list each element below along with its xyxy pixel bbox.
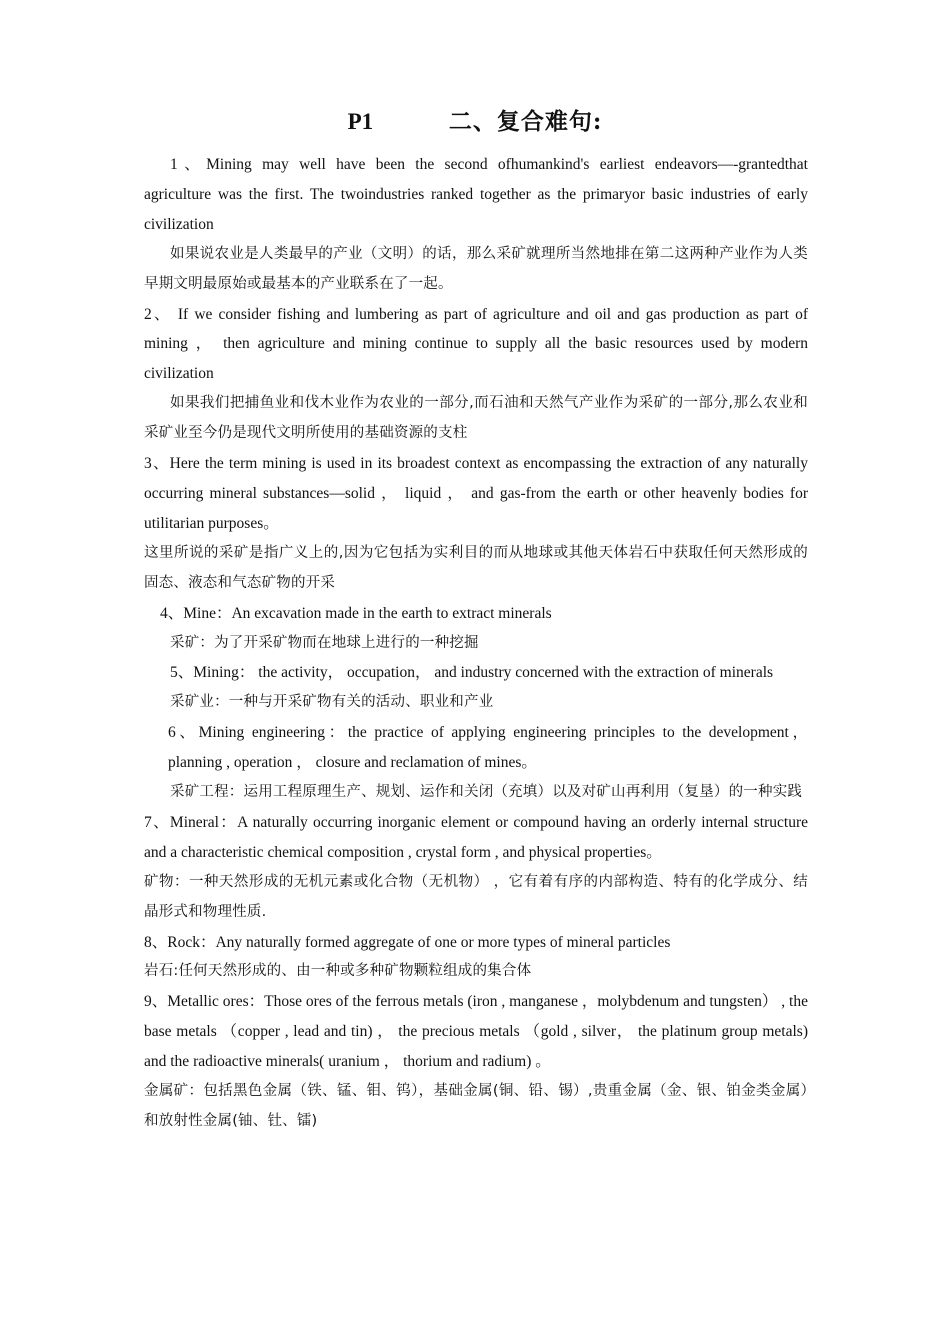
paragraph-4-zh: 采矿：为了开采矿物而在地球上进行的一种挖掘 bbox=[170, 634, 479, 651]
paragraph-8-en: 8、Rock：Any naturally formed aggregate of one or more types of mineral particles bbox=[144, 933, 671, 951]
paragraph-6-zh: 采矿工程：运用工程原理生产、规划、运作和关闭（充填）以及对矿山再利用（复垦）的一种实践 bbox=[170, 784, 803, 801]
paragraph-9-zh: 金属矿：包括黑色金属（铁、锰、钼、钨），基础金属(铜、铅、锡）,贵重金属（金、银、铂金类金属）和放射性金属(铀、钍、镭) bbox=[144, 1083, 808, 1129]
page-number: P1 bbox=[347, 109, 374, 134]
document-body bbox=[144, 150, 808, 1137]
paragraph-7-zh: 矿物：一种天然形成的无机元素或化合物（无机物） ，它有着有序的内部构造、特有的化学成分、结晶形式和物理性质. bbox=[144, 873, 808, 920]
paragraph-3-en: 3、Here the term mining is used in its broadest context as encompassing the extraction of any naturally occurring mineral substances—solid ， liquid ， and gas-from the earth or other heavenly bodies for utilitarian purposes。 bbox=[144, 455, 808, 532]
paragraph-5-en: 5、Mining： the activity， occupation， and industry concerned with the extraction of minerals bbox=[170, 664, 774, 682]
paragraph-5-zh: 采矿业：一种与开采矿物有关的活动、职业和产业 bbox=[170, 694, 494, 711]
paragraph-6-en: 6、Mining engineering：the practice of applying engineering principles to the development， planning , operation ， closure and reclamation of mines。 bbox=[168, 724, 808, 772]
paragraph-3-zh: 这里所说的采矿是指广义上的,因为它包括为实利目的而从地球或其他天体岩石中获取任何天然形成的固态、液态和气态矿物的开采 bbox=[144, 544, 808, 591]
paragraph-9-en: 9、Metallic ores：Those ores of the ferrous metals (iron , manganese ，molybdenum and tungsten） , the base metals （copper , lead and tin) ， the precious metals （gold , silver， the platinum group metals) and the radioactive minerals( uranium ， thorium and radium) 。 bbox=[144, 993, 808, 1071]
paragraph-2-zh: 如果我们把捕鱼业和伐木业作为农业的一部分,而石油和天然气产业作为采矿的一部分,那么农业和采矿业至今仍是现代文明所使用的基础资源的支柱 bbox=[144, 395, 808, 442]
paragraph-1-en: 1、Mining may well have been the second ofhumankind's earliest endeavors—-grantedthat agriculture was the first. The twoindustries ranked together as the primaryor basic industries of early civilization bbox=[144, 156, 808, 233]
page-title bbox=[0, 104, 950, 140]
paragraph-2-en: 2、 If we consider fishing and lumbering as part of agriculture and oil and gas production as part of mining ， then agriculture and mining continue to supply all the basic resources used by modern civilization bbox=[144, 305, 808, 383]
paragraph-7-en: 7、Mineral：A naturally occurring inorganic element or compound having an orderly internal structure and a characteristic chemical composition , crystal form , and physical properties。 bbox=[144, 813, 808, 861]
section-heading: 二、复合难句: bbox=[448, 108, 603, 135]
paragraph-4-en: 4、Mine：An excavation made in the earth to extract minerals bbox=[160, 604, 552, 622]
paragraph-8-zh: 岩石:任何天然形成的、由一种或多种矿物颗粒组成的集合体 bbox=[144, 963, 532, 980]
paragraph-1-zh: 如果说农业是人类最早的产业（文明）的话，那么采矿就理所当然地排在第二这两种产业作为人类早期文明最原始或最基本的产业联系在了一起。 bbox=[144, 245, 808, 292]
